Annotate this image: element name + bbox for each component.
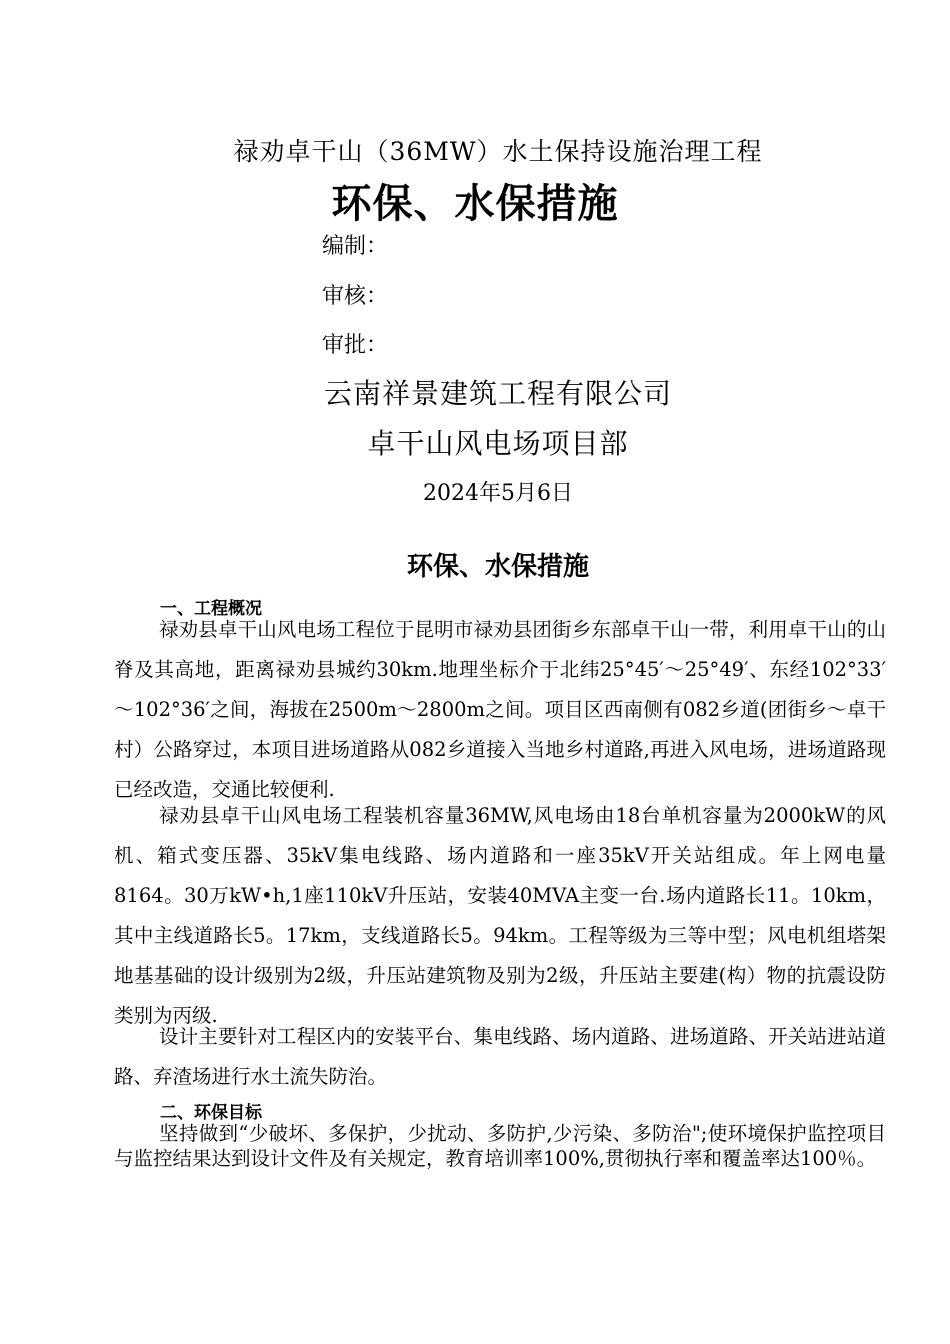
body-title: 环保、水保措施 — [406, 552, 589, 582]
compiled-by-label: 编制： — [322, 234, 389, 259]
document-date: 2024年5月6日 — [423, 481, 573, 506]
section-heading-overview: 一、工程概况 — [160, 599, 262, 619]
approved-by-label: 审批： — [322, 333, 389, 358]
paragraph: 禄劝县卓干山风电场工程装机容量36MW,风电场由18台单机容量为2000kW的风机、箱式变压器、35kV集电线路、场内道路和一座35kV开关站组成。年上网电量8164。30万kW•h,1座110kV升压站，安装40MVA主变一台.场内道路长11。10km，其中主线道路长5。17km，支线道路长5。94km。工程等级为三等中型；风电机组塔架地基基础的设计级别为2级，升压站建筑物及别为2级，升压站主要建(构）物的抗震设防类别为丙级. — [114, 804, 886, 1027]
reviewed-by-label: 审核： — [322, 284, 389, 309]
section-heading-goals: 二、环保目标 — [160, 1103, 262, 1123]
company-name: 云南祥景建筑工程有限公司 — [323, 377, 672, 410]
cover-title: 环保、水保措施 — [331, 181, 619, 227]
paragraph: 坚持做到“少破坏、多保护，少扰动、多防护,少污染、多防治";使环境保护监控项目与监控结果达到设计文件及有关规定，教育培训率100%,贯彻执行率和覆盖率达100％。 — [114, 1122, 886, 1170]
paragraph: 设计主要针对工程区内的安装平台、集电线路、场内道路、进场道路、开关站进站道路、弃渣场进行水土流失防治。 — [114, 1025, 886, 1088]
paragraph: 禄劝县卓干山风电场工程位于昆明市禄劝县团街乡东部卓干山一带，利用卓干山的山脊及其高地，距离禄劝县城约30km.地理坐标介于北纬25°45′～25°49′、东经102°33′～102°36′之间，海拔在2500m～2800m之间。项目区西南侧有082乡道(团街乡～卓干村）公路穿过，本项目进场道路从082乡道接入当地乡村道路,再进入风电场，进场道路现已经改造，交通比较便利. — [114, 618, 886, 801]
project-subtitle: 禄劝卓干山（36MW）水土保持设施治理工程 — [233, 137, 763, 166]
department-name: 卓干山风电场项目部 — [367, 427, 629, 460]
